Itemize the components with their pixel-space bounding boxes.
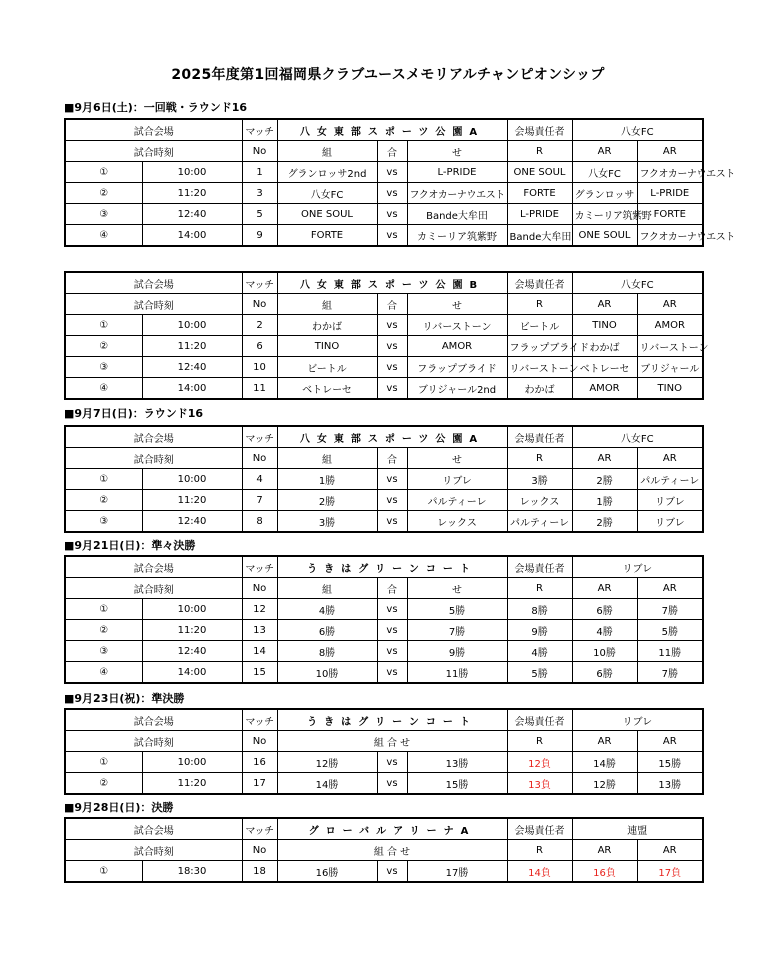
table-row <box>65 336 703 357</box>
away-team: リバーストーン <box>407 315 507 336</box>
home-team: 3勝 <box>277 511 377 533</box>
home-team: 1勝 <box>277 469 377 490</box>
away-team: フクオカーナウエスト <box>407 183 507 204</box>
home-team: 4勝 <box>277 599 377 620</box>
ar1-team: 2勝 <box>572 469 637 490</box>
kickoff-time: 10:00 <box>142 315 242 336</box>
ar1-team: AMOR <box>572 378 637 400</box>
away-team: ブリジャール2nd <box>407 378 507 400</box>
header-row-venue <box>65 426 703 448</box>
away-team: L-PRIDE <box>407 162 507 183</box>
manager-name: 連盟 <box>572 818 703 840</box>
ar2-team: 7勝 <box>637 662 703 684</box>
schedule-table <box>64 118 735 247</box>
kickoff-time: 18:30 <box>142 861 242 883</box>
header-row-venue <box>65 272 703 294</box>
manager-label: 会場責任者 <box>507 818 572 840</box>
ar2-header: AR <box>637 141 703 162</box>
ar2-team: リブレ <box>637 511 703 533</box>
ar1-team: 14勝 <box>572 752 637 773</box>
kickoff-time: 10:00 <box>142 599 242 620</box>
r-team: 4勝 <box>507 641 572 662</box>
ar1-team: ベトレーセ <box>572 357 637 378</box>
match-mark: ③ <box>65 357 142 378</box>
r-team: パルティーレ <box>507 511 572 533</box>
r-team: L-PRIDE <box>507 204 572 225</box>
time-header-label: 試合時刻 <box>65 731 242 752</box>
manager-name: リブレ <box>572 709 703 731</box>
kumi-header-2: 合 <box>377 141 407 162</box>
match-header-label: マッチ <box>242 709 277 731</box>
home-team: ONE SOUL <box>277 204 377 225</box>
away-team: レックス <box>407 511 507 533</box>
away-team: 17勝 <box>407 861 507 883</box>
table-row <box>65 490 703 511</box>
kickoff-time: 10:00 <box>142 752 242 773</box>
kickoff-time: 11:20 <box>142 336 242 357</box>
table-row <box>65 752 703 773</box>
r-team: 5勝 <box>507 662 572 684</box>
time-header-label: 試合時刻 <box>65 141 242 162</box>
r-team: リバーストーン <box>507 357 572 378</box>
ar2-header: AR <box>637 731 703 752</box>
kumi-header-3: せ <box>407 294 507 315</box>
home-team: 12勝 <box>277 752 377 773</box>
vs-label: vs <box>377 620 407 641</box>
match-mark: ① <box>65 315 142 336</box>
ar2-team: リブレ <box>637 490 703 511</box>
venue-name: うきはグリーンコート <box>277 709 507 731</box>
kickoff-time: 11:20 <box>142 773 242 795</box>
match-no: 12 <box>242 599 277 620</box>
ar1-header: AR <box>572 294 637 315</box>
vs-label: vs <box>377 599 407 620</box>
ar2-team: L-PRIDE <box>637 183 703 204</box>
table-row <box>65 204 703 225</box>
match-no: 6 <box>242 336 277 357</box>
r-team: 3勝 <box>507 469 572 490</box>
r-team: レックス <box>507 490 572 511</box>
match-mark: ① <box>65 162 142 183</box>
match-header-label: マッチ <box>242 119 277 141</box>
venue-header-label: 試合会場 <box>65 119 242 141</box>
match-no: 8 <box>242 511 277 533</box>
table-row <box>65 162 703 183</box>
ar2-team: 13勝 <box>637 773 703 795</box>
home-team: わかば <box>277 315 377 336</box>
ar2-header: AR <box>637 578 703 599</box>
kickoff-time: 12:40 <box>142 641 242 662</box>
ar1-team: 八女FC <box>572 162 637 183</box>
table-row <box>65 641 703 662</box>
kickoff-time: 10:00 <box>142 469 242 490</box>
r-team: 8勝 <box>507 599 572 620</box>
vs-label: vs <box>377 315 407 336</box>
vs-label: vs <box>377 336 407 357</box>
table-row <box>65 620 703 641</box>
away-team: 7勝 <box>407 620 507 641</box>
home-team: 16勝 <box>277 861 377 883</box>
table-row <box>65 469 703 490</box>
kumi-header-2: 合 <box>377 578 407 599</box>
away-team: 13勝 <box>407 752 507 773</box>
kumi-header-1: 組 <box>277 578 377 599</box>
ar1-team: 12勝 <box>572 773 637 795</box>
match-mark: ④ <box>65 662 142 684</box>
kumi-header-3: せ <box>407 578 507 599</box>
header-row-columns <box>65 141 703 162</box>
kumi-header-1: 組 <box>277 141 377 162</box>
match-mark: ① <box>65 599 142 620</box>
vs-label: vs <box>377 378 407 400</box>
no-header-label: No <box>242 141 277 162</box>
venue-header-label: 試合会場 <box>65 709 242 731</box>
r-team: 13負 <box>507 773 572 795</box>
match-no: 7 <box>242 490 277 511</box>
ar2-header: AR <box>637 294 703 315</box>
table-row <box>65 861 703 883</box>
table-row <box>65 662 703 684</box>
match-mark: ② <box>65 336 142 357</box>
vs-label: vs <box>377 357 407 378</box>
manager-label: 会場責任者 <box>507 426 572 448</box>
match-no: 2 <box>242 315 277 336</box>
r-team: ONE SOUL <box>507 162 572 183</box>
away-team: パルティーレ <box>407 490 507 511</box>
match-mark: ② <box>65 183 142 204</box>
header-row-venue <box>65 709 703 731</box>
ar2-team: 11勝 <box>637 641 703 662</box>
match-mark: ② <box>65 773 142 795</box>
match-no: 13 <box>242 620 277 641</box>
vs-label: vs <box>377 752 407 773</box>
ar2-team: 15勝 <box>637 752 703 773</box>
ar2-team: FORTE <box>637 204 703 225</box>
match-no: 18 <box>242 861 277 883</box>
venue-header-label: 試合会場 <box>65 556 242 578</box>
kickoff-time: 12:40 <box>142 511 242 533</box>
header-row-columns <box>65 731 703 752</box>
home-team: 8勝 <box>277 641 377 662</box>
kumi-header-3: せ <box>407 448 507 469</box>
table-row <box>65 183 703 204</box>
match-no: 11 <box>242 378 277 400</box>
match-mark: ③ <box>65 511 142 533</box>
schedule-table <box>64 817 704 883</box>
r-team: 9勝 <box>507 620 572 641</box>
ar2-team: 7勝 <box>637 599 703 620</box>
home-team: TINO <box>277 336 377 357</box>
match-no: 14 <box>242 641 277 662</box>
venue-name: 八女東部スポーツ公園A <box>277 426 507 448</box>
r-team: ビートル <box>507 315 572 336</box>
venue-name: 八女東部スポーツ公園A <box>277 119 507 141</box>
away-team: 9勝 <box>407 641 507 662</box>
ar2-team: フクオカーナウエスト <box>637 162 703 183</box>
kumi-header-3: せ <box>407 141 507 162</box>
match-mark: ③ <box>65 204 142 225</box>
schedule-table <box>64 271 709 400</box>
vs-label: vs <box>377 490 407 511</box>
schedule-table <box>64 708 704 795</box>
match-mark: ① <box>65 861 142 883</box>
ar1-team: 4勝 <box>572 620 637 641</box>
home-team: 6勝 <box>277 620 377 641</box>
home-team: ベトレーセ <box>277 378 377 400</box>
ar1-team: 1勝 <box>572 490 637 511</box>
r-team: フラップブライド <box>507 336 572 357</box>
kumiawase-header: 組 合 せ <box>277 840 507 861</box>
vs-label: vs <box>377 511 407 533</box>
match-no: 4 <box>242 469 277 490</box>
ar1-team: ONE SOUL <box>572 225 637 247</box>
vs-label: vs <box>377 162 407 183</box>
r-team: Bande大牟田 <box>507 225 572 247</box>
away-team: カミーリア筑紫野 <box>407 225 507 247</box>
ar2-team: ブリジャール <box>637 357 703 378</box>
match-no: 5 <box>242 204 277 225</box>
table-row <box>65 599 703 620</box>
ar2-team: パルティーレ <box>637 469 703 490</box>
vs-label: vs <box>377 225 407 247</box>
venue-header-label: 試合会場 <box>65 426 242 448</box>
home-team: ビートル <box>277 357 377 378</box>
away-team: 15勝 <box>407 773 507 795</box>
away-team: フラップブライド <box>407 357 507 378</box>
venue-name: グローバルアリーナA <box>277 818 507 840</box>
venue-name: 八女東部スポーツ公園B <box>277 272 507 294</box>
match-mark: ① <box>65 469 142 490</box>
ar1-header: AR <box>572 840 637 861</box>
kumiawase-header: 組 合 せ <box>277 731 507 752</box>
vs-label: vs <box>377 861 407 883</box>
r-team: わかば <box>507 378 572 400</box>
ar2-header: AR <box>637 448 703 469</box>
match-mark: ② <box>65 620 142 641</box>
ar1-header: AR <box>572 141 637 162</box>
kickoff-time: 12:40 <box>142 357 242 378</box>
table-row <box>65 378 703 400</box>
r-header: R <box>507 578 572 599</box>
home-team: 八女FC <box>277 183 377 204</box>
section-label: ■9月21日(日)：準々決勝 <box>64 539 196 552</box>
ar2-team: AMOR <box>637 315 703 336</box>
manager-name: 八女FC <box>572 272 703 294</box>
manager-name: 八女FC <box>572 119 703 141</box>
ar1-header: AR <box>572 731 637 752</box>
ar2-header: AR <box>637 840 703 861</box>
r-team: FORTE <box>507 183 572 204</box>
ar1-team: グランロッサ <box>572 183 637 204</box>
match-no: 10 <box>242 357 277 378</box>
no-header-label: No <box>242 578 277 599</box>
ar1-team: カミーリア筑紫野 <box>572 204 637 225</box>
manager-label: 会場責任者 <box>507 709 572 731</box>
ar1-header: AR <box>572 578 637 599</box>
kickoff-time: 14:00 <box>142 662 242 684</box>
header-row-venue <box>65 119 703 141</box>
venue-header-label: 試合会場 <box>65 272 242 294</box>
header-row-columns <box>65 578 703 599</box>
section-label: ■9月6日(土)：一回戦・ラウンド16 <box>64 101 248 114</box>
header-row-columns <box>65 840 703 861</box>
ar2-team: 17負 <box>637 861 703 883</box>
time-header-label: 試合時刻 <box>65 840 242 861</box>
away-team: リブレ <box>407 469 507 490</box>
r-header: R <box>507 141 572 162</box>
r-team: 14負 <box>507 861 572 883</box>
kickoff-time: 11:20 <box>142 620 242 641</box>
match-mark: ④ <box>65 378 142 400</box>
match-header-label: マッチ <box>242 426 277 448</box>
time-header-label: 試合時刻 <box>65 294 242 315</box>
home-team: 14勝 <box>277 773 377 795</box>
section-label: ■9月28日(日)：決勝 <box>64 801 174 814</box>
header-row-venue <box>65 818 703 840</box>
manager-name: 八女FC <box>572 426 703 448</box>
schedule-table <box>64 425 704 533</box>
manager-name: リブレ <box>572 556 703 578</box>
vs-label: vs <box>377 641 407 662</box>
no-header-label: No <box>242 448 277 469</box>
manager-label: 会場責任者 <box>507 272 572 294</box>
ar1-team: 10勝 <box>572 641 637 662</box>
ar1-team: 6勝 <box>572 662 637 684</box>
match-no: 1 <box>242 162 277 183</box>
match-mark: ③ <box>65 641 142 662</box>
away-team: 11勝 <box>407 662 507 684</box>
ar1-team: 2勝 <box>572 511 637 533</box>
home-team: 2勝 <box>277 490 377 511</box>
table-row <box>65 773 703 795</box>
kumi-header-1: 組 <box>277 448 377 469</box>
match-no: 15 <box>242 662 277 684</box>
away-team: AMOR <box>407 336 507 357</box>
table-row <box>65 225 703 247</box>
away-team: Bande大牟田 <box>407 204 507 225</box>
match-no: 16 <box>242 752 277 773</box>
ar2-team: TINO <box>637 378 703 400</box>
ar1-header: AR <box>572 448 637 469</box>
ar1-team: 16負 <box>572 861 637 883</box>
r-header: R <box>507 731 572 752</box>
no-header-label: No <box>242 840 277 861</box>
vs-label: vs <box>377 662 407 684</box>
kickoff-time: 14:00 <box>142 378 242 400</box>
venue-header-label: 試合会場 <box>65 818 242 840</box>
match-mark: ② <box>65 490 142 511</box>
page-title: 2025年度第1回福岡県クラブユースメモリアルチャンピオンシップ <box>171 67 605 83</box>
venue-name: うきはグリーンコート <box>277 556 507 578</box>
kickoff-time: 11:20 <box>142 490 242 511</box>
time-header-label: 試合時刻 <box>65 578 242 599</box>
header-row-columns <box>65 294 703 315</box>
match-no: 9 <box>242 225 277 247</box>
away-team: 5勝 <box>407 599 507 620</box>
kickoff-time: 14:00 <box>142 225 242 247</box>
home-team: グランロッサ2nd <box>277 162 377 183</box>
ar1-team: 6勝 <box>572 599 637 620</box>
kumi-header-1: 組 <box>277 294 377 315</box>
ar2-team: 5勝 <box>637 620 703 641</box>
r-header: R <box>507 840 572 861</box>
home-team: 10勝 <box>277 662 377 684</box>
ar2-team: リバーストーン <box>637 336 703 357</box>
kickoff-time: 11:20 <box>142 183 242 204</box>
section-label: ■9月7日(日)：ラウンド16 <box>64 407 204 420</box>
r-header: R <box>507 294 572 315</box>
match-header-label: マッチ <box>242 556 277 578</box>
no-header-label: No <box>242 294 277 315</box>
r-team: 12負 <box>507 752 572 773</box>
ar1-team: わかば <box>572 336 637 357</box>
no-header-label: No <box>242 731 277 752</box>
vs-label: vs <box>377 469 407 490</box>
ar1-team: TINO <box>572 315 637 336</box>
header-row-venue <box>65 556 703 578</box>
vs-label: vs <box>377 204 407 225</box>
match-header-label: マッチ <box>242 272 277 294</box>
kickoff-time: 12:40 <box>142 204 242 225</box>
home-team: FORTE <box>277 225 377 247</box>
match-no: 3 <box>242 183 277 204</box>
ar2-team: フクオカーナウエスト <box>637 225 703 247</box>
r-header: R <box>507 448 572 469</box>
match-mark: ① <box>65 752 142 773</box>
kumi-header-2: 合 <box>377 294 407 315</box>
table-row <box>65 511 703 533</box>
vs-label: vs <box>377 773 407 795</box>
schedule-table <box>64 555 704 684</box>
match-no: 17 <box>242 773 277 795</box>
time-header-label: 試合時刻 <box>65 448 242 469</box>
kickoff-time: 10:00 <box>142 162 242 183</box>
manager-label: 会場責任者 <box>507 556 572 578</box>
table-row <box>65 315 703 336</box>
manager-label: 会場責任者 <box>507 119 572 141</box>
vs-label: vs <box>377 183 407 204</box>
header-row-columns <box>65 448 703 469</box>
kumi-header-2: 合 <box>377 448 407 469</box>
match-mark: ④ <box>65 225 142 247</box>
table-row <box>65 357 703 378</box>
match-header-label: マッチ <box>242 818 277 840</box>
section-label: ■9月23日(祝)：準決勝 <box>64 692 185 705</box>
